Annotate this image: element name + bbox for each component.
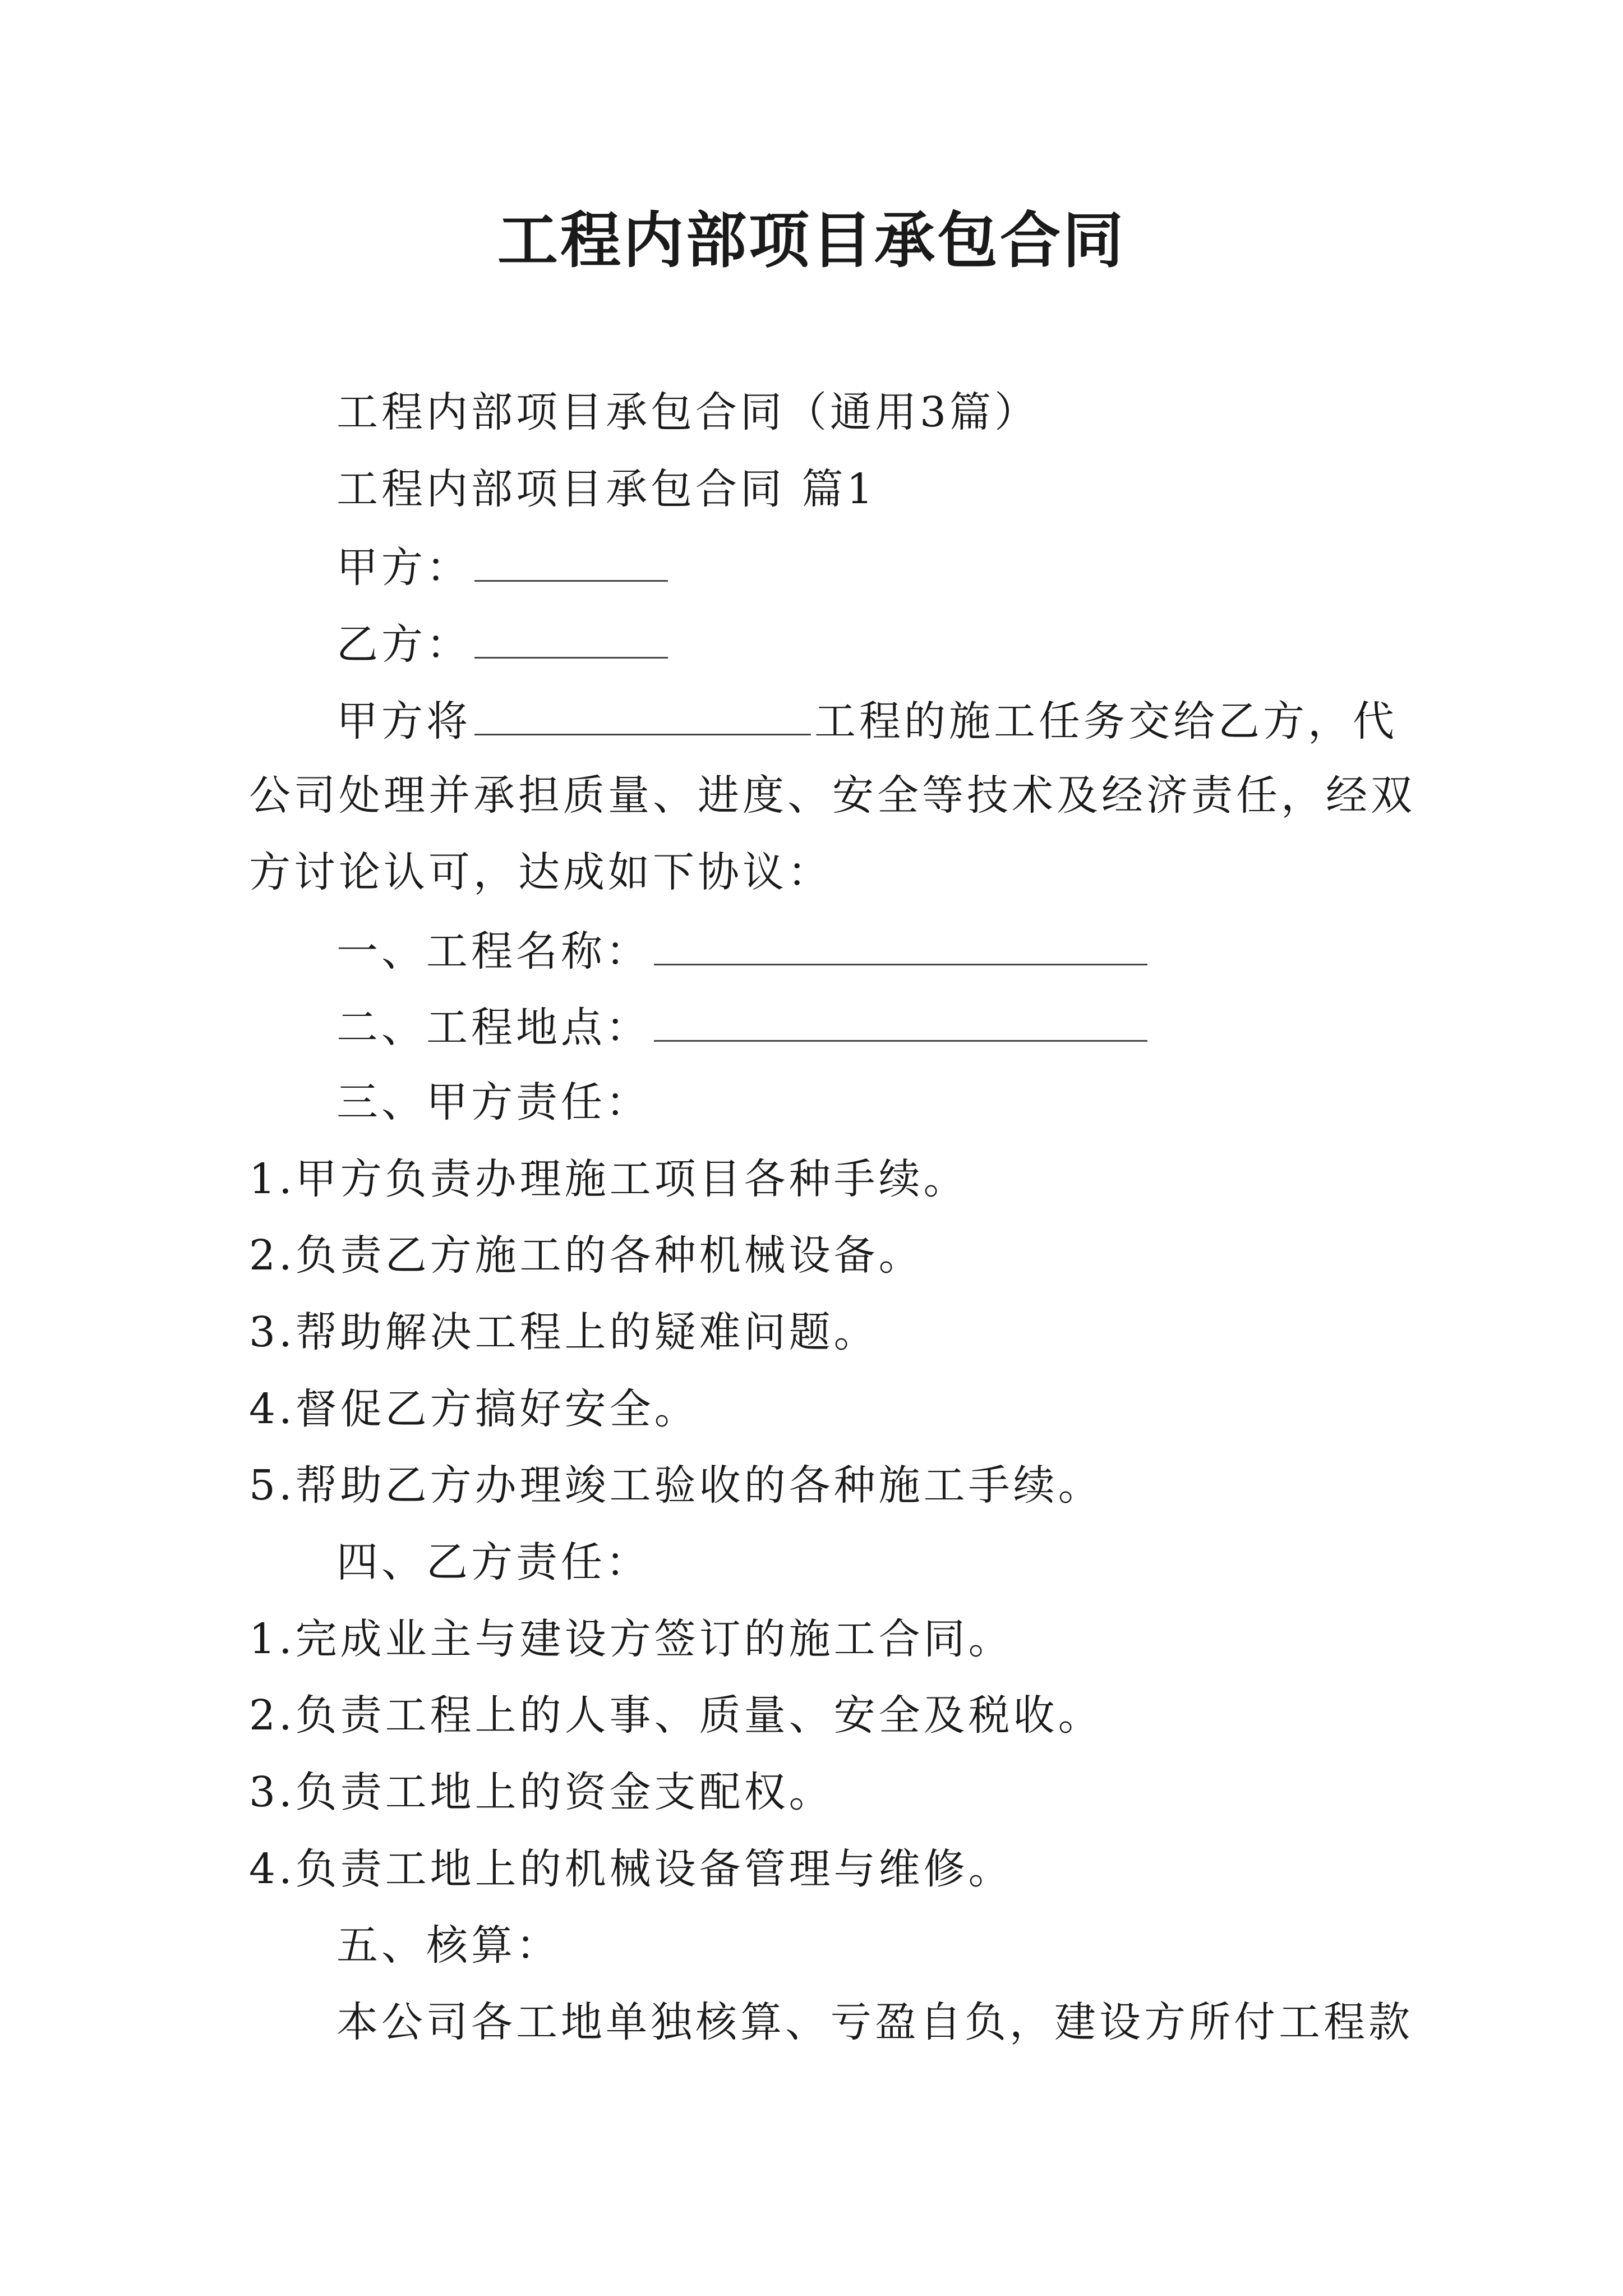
document-title: 工程内部项目承包合同	[497, 206, 1126, 276]
accounting-title: 五、核算：	[336, 1921, 561, 1970]
party-b-responsibilities-title: 四、乙方责任：	[336, 1538, 651, 1586]
party-a-line	[336, 537, 671, 596]
party-b-line	[336, 614, 671, 673]
party-a-item-2: 2.负责乙方施工的各种机械设备。	[249, 1231, 924, 1280]
document-heading: 工程内部项目承包合同（通用3篇）	[336, 388, 1040, 436]
intro-start: 甲方将	[336, 697, 471, 746]
project-site-blank	[654, 997, 1147, 1042]
party-a-label: 甲方：	[336, 544, 471, 592]
project-site-line	[336, 997, 1151, 1056]
intro-line-3: 方讨论认可，达成如下协议：	[249, 848, 832, 896]
party-b-blank	[474, 614, 668, 659]
project-blank	[474, 691, 811, 735]
project-site-label: 二、工程地点：	[336, 1004, 651, 1052]
section-title: 工程内部项目承包合同 篇1	[336, 465, 877, 513]
party-a-item-4: 4.督促乙方搞好安全。	[249, 1385, 699, 1433]
accounting-text: 本公司各工地单独核算、亏盈自负，建设方所付工程款	[336, 1998, 1413, 2046]
party-a-responsibilities-title: 三、甲方责任：	[336, 1078, 651, 1126]
party-a-item-1: 1.甲方负责办理施工项目各种手续。	[249, 1155, 969, 1203]
party-b-item-4: 4.负责工地上的机械设备管理与维修。	[249, 1845, 1013, 1893]
intro-line-2: 公司处理并承担质量、进度、安全等技术及经济责任，经双	[249, 771, 1415, 820]
party-b-label: 乙方：	[336, 620, 471, 669]
project-name-blank	[654, 921, 1147, 965]
project-name-line	[336, 921, 1151, 979]
party-a-blank	[474, 537, 668, 582]
party-a-item-3: 3.帮助解决工程上的疑难问题。	[249, 1308, 879, 1356]
party-b-item-1: 1.完成业主与建设方签订的施工合同。	[249, 1615, 1013, 1663]
party-a-item-5: 5.帮助乙方办理竣工验收的各种施工手续。	[249, 1461, 1103, 1510]
intro-line-1	[336, 691, 1398, 749]
intro-line-1-end: 工程的施工任务交给乙方，代	[814, 697, 1398, 746]
party-b-item-3: 3.负责工地上的资金支配权。	[249, 1768, 834, 1816]
project-name-label: 一、工程名称：	[336, 927, 651, 976]
party-b-item-2: 2.负责工程上的人事、质量、安全及税收。	[249, 1691, 1103, 1740]
